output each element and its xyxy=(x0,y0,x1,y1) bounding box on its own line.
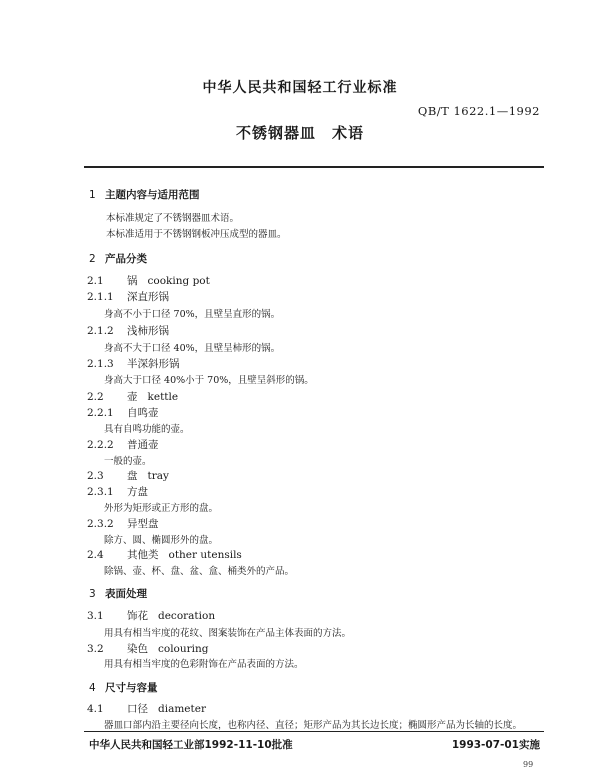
term-entry xyxy=(87,608,215,623)
standard-code: QB/T 1622.1—1992 xyxy=(417,104,540,118)
term-number: 2.3 xyxy=(87,470,104,482)
footer-divider xyxy=(84,731,544,732)
term-entry xyxy=(87,323,169,338)
term-number: 2.1 xyxy=(87,275,104,287)
standard-title: 中华人民共和国轻工行业标准 xyxy=(202,80,398,96)
term-english: tray xyxy=(147,470,169,482)
header-divider xyxy=(84,166,544,168)
approval-note: 中华人民共和国轻工业部1992-11-10批准 xyxy=(89,739,293,751)
section-title: 尺寸与容量 xyxy=(105,682,158,694)
term-title: 浅柿形锅 xyxy=(127,325,169,337)
section-heading xyxy=(89,251,147,266)
term-number: 2.2.1 xyxy=(87,407,114,419)
term-number: 2.1.3 xyxy=(87,358,114,370)
term-entry xyxy=(87,273,210,288)
term-title: 饰花 xyxy=(127,610,148,622)
definition-text: 外形为矩形或正方形的盘。 xyxy=(104,503,219,514)
term-entry xyxy=(87,405,159,420)
section-heading xyxy=(89,586,147,601)
definition-text: 器皿口部内沿主要径向长度，也称内径、直径；矩形产品为其长边长度；椭圆形产品为长轴的长度。 xyxy=(104,720,523,731)
term-english: cooking pot xyxy=(147,275,210,287)
section-title: 产品分类 xyxy=(105,253,147,265)
document-title: 不锈钢器皿 术语 xyxy=(235,124,364,142)
term-entry xyxy=(87,289,169,304)
term-entry xyxy=(87,356,180,371)
definition-text: 除方、圆、椭圆形外的盘。 xyxy=(104,535,219,546)
term-number: 2.1.2 xyxy=(87,325,114,337)
definition-text: 一般的壶。 xyxy=(104,456,152,467)
section-heading xyxy=(89,680,158,695)
definition-text: 用具有相当牢度的色彩附饰在产品表面的方法。 xyxy=(104,659,304,670)
term-number: 2.4 xyxy=(87,549,104,561)
term-english: kettle xyxy=(147,391,179,403)
term-number: 2.3.2 xyxy=(87,518,114,530)
definition-text: 具有自鸣功能的壶。 xyxy=(104,424,190,435)
term-entry xyxy=(87,468,169,483)
term-number: 2.2.2 xyxy=(87,439,114,451)
definition-text: 本标准适用于不锈钢钢板冲压成型的器皿。 xyxy=(106,229,287,240)
term-entry xyxy=(87,516,159,531)
term-title: 异型盘 xyxy=(127,518,159,530)
implementation-date: 1993-07-01实施 xyxy=(451,739,540,751)
term-title: 普通壶 xyxy=(127,439,159,451)
term-entry xyxy=(87,437,159,452)
term-entry xyxy=(87,547,242,562)
section-number: 2 xyxy=(89,253,96,265)
term-number: 3.1 xyxy=(87,610,104,622)
term-english: decoration xyxy=(158,610,216,622)
section-number: 3 xyxy=(89,588,96,600)
term-english: diameter xyxy=(158,703,206,715)
term-title: 深直形锅 xyxy=(127,291,169,303)
definition-text: 身高不大于口径 40%，且壁呈柿形的锅。 xyxy=(104,343,281,354)
term-title: 染色 xyxy=(127,643,148,655)
definition-text: 除锅、壶、杯、盘、盆、盒、桶类外的产品。 xyxy=(104,566,295,577)
section-title: 主题内容与适用范围 xyxy=(105,189,200,201)
term-title: 方盘 xyxy=(127,486,148,498)
term-entry xyxy=(87,484,148,499)
term-entry xyxy=(87,641,209,656)
definition-text: 身高大于口径 40%小于 70%，且壁呈斜形的锅。 xyxy=(104,375,314,386)
definition-text: 用具有相当牢度的花纹、图案装饰在产品主体表面的方法。 xyxy=(104,628,352,639)
term-title: 其他类 xyxy=(127,549,159,561)
term-number: 3.2 xyxy=(87,643,104,655)
section-heading xyxy=(89,187,200,202)
term-number: 4.1 xyxy=(87,703,104,715)
term-entry xyxy=(87,389,178,404)
term-number: 2.3.1 xyxy=(87,486,114,498)
term-title: 口径 xyxy=(127,703,148,715)
term-english: other utensils xyxy=(168,549,242,561)
section-title: 表面处理 xyxy=(105,588,147,600)
term-title: 壶 xyxy=(127,391,138,403)
term-number: 2.1.1 xyxy=(87,291,114,303)
term-entry xyxy=(87,701,206,716)
term-title: 半深斜形锅 xyxy=(127,358,180,370)
term-title: 自鸣壶 xyxy=(127,407,159,419)
section-number: 1 xyxy=(89,189,96,201)
definition-text: 本标准规定了不锈钢器皿术语。 xyxy=(106,213,240,224)
section-number: 4 xyxy=(89,682,96,694)
definition-text: 身高不小于口径 70%，且壁呈直形的锅。 xyxy=(104,309,281,320)
page-number: 99 xyxy=(523,760,534,769)
term-title: 锅 xyxy=(127,275,138,287)
term-number: 2.2 xyxy=(87,391,104,403)
term-title: 盘 xyxy=(127,470,138,482)
term-english: colouring xyxy=(158,643,209,655)
